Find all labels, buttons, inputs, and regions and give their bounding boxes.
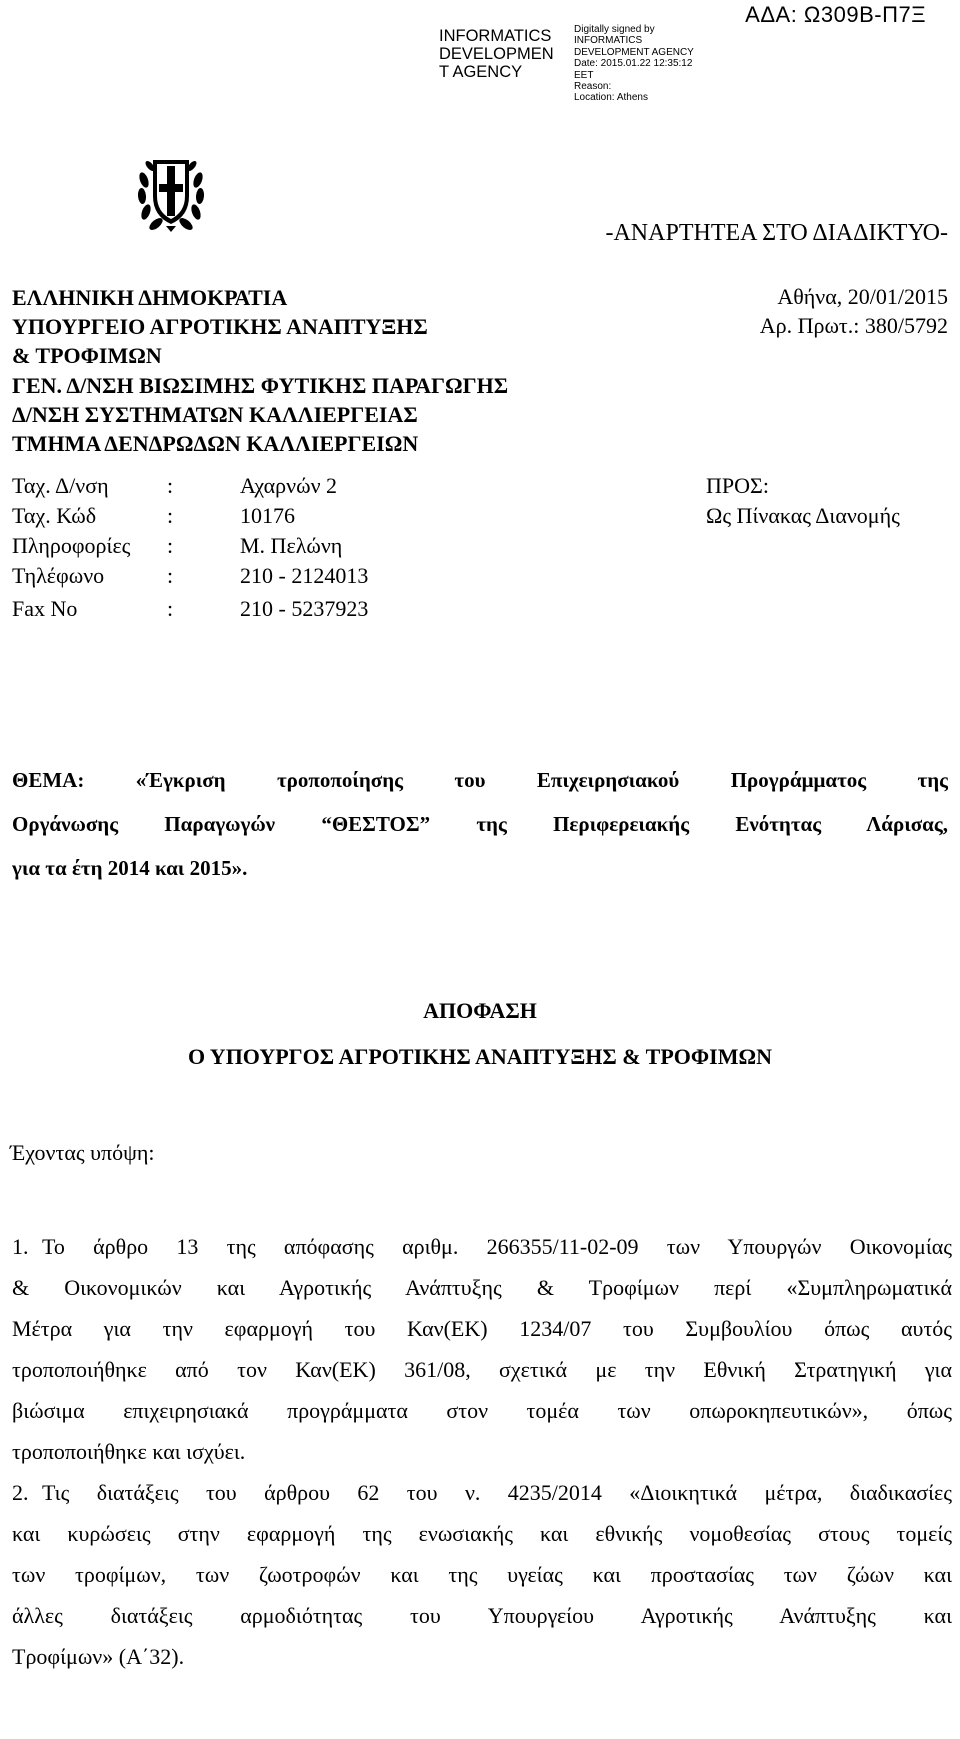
subject-line: ΘΕΜΑ: «Έγκριση τροποποίησης του Επιχειρησιακού Προγράμματος της — [12, 768, 948, 792]
contact-separator: : — [167, 563, 174, 588]
signature-organization — [439, 27, 569, 81]
header-line-directorate: Δ/ΝΣΗ ΣΥΣΤΗΜΑΤΩΝ ΚΑΛΛΙΕΡΓΕΙΑΣ — [12, 402, 418, 427]
signature-detail-line: DEVELOPMENT AGENCY — [574, 46, 694, 58]
signature-detail-line: EET — [574, 69, 594, 81]
signature-detail-line: Date: 2015.01.22 12:35:12 — [574, 58, 693, 70]
contact-value: 210 - 2124013 — [240, 563, 369, 588]
item-number: 2. — [12, 1480, 29, 1505]
contact-value: Αχαρνών 2 — [240, 473, 338, 498]
contact-label: Πληροφορίες — [12, 533, 131, 558]
signature-org-line: INFORMATICS — [439, 27, 552, 45]
consideration-text: Τις διατάξεις του άρθρου 62 του ν. 4235/2014 «Διοικητικά μέτρα, διαδικασίες — [42, 1480, 952, 1505]
contact-label: Ταχ. Κώδ — [12, 503, 97, 528]
header-line-republic: ΕΛΛΗΝΙΚΗ ΔΗΜΟΚΡΑΤΙΑ — [12, 285, 288, 310]
subject — [12, 758, 948, 890]
greek-coat-of-arms-icon — [136, 150, 206, 234]
decision-title: ΑΠΟΦΑΣΗ — [423, 998, 537, 1023]
header-line-ministry-cont: & ΤΡΟΦΙΜΩΝ — [12, 343, 162, 368]
protocol-number: Αρ. Πρωτ.: 380/5792 — [759, 313, 948, 338]
header-line-general-directorate: ΓΕΝ. Δ/ΝΣΗ ΒΙΩΣΙΜΗΣ ΦΥΤΙΚΗΣ ΠΑΡΑΓΩΓΗΣ — [12, 373, 509, 398]
item-number: 1. — [12, 1234, 29, 1259]
signature-detail-line: Reason: — [574, 81, 612, 93]
signature-detail-line: Location: Athens — [574, 92, 648, 104]
contact-label: Fax No — [12, 596, 78, 621]
signature-detail-line: Digitally signed by — [574, 24, 655, 35]
signature-details — [574, 24, 694, 104]
consideration-line: των τροφίμων, των ζωοτροφών και της υγείας και προστασίας των ζώων και — [12, 1562, 952, 1587]
consideration-text: Το άρθρο 13 της απόφασης αριθμ. 266355/11-02-09 των Υπουργών Οικονομίας — [42, 1234, 952, 1259]
minister-title: Ο ΥΠΟΥΡΓΟΣ ΑΓΡΟΤΙΚΗΣ ΑΝΑΠΤΥΞΗΣ & ΤΡΟΦΙΜΩΝ — [188, 1044, 772, 1069]
header-line-ministry: ΥΠΟΥΡΓΕΙΟ ΑΓΡΟΤΙΚΗΣ ΑΝΑΠΤΥΞΗΣ — [12, 314, 428, 339]
contact-value: 210 - 5237923 — [240, 596, 369, 621]
document-date: Αθήνα, 20/01/2015 — [777, 284, 948, 309]
signature-detail-line: INFORMATICS — [574, 35, 643, 47]
consideration-line: άλλες διατάξεις αρμοδιότητας του Υπουργείου Αγροτικής Ανάπτυξης και — [12, 1603, 952, 1628]
consideration-line: Τροφίμων» (Α΄32). — [12, 1644, 185, 1669]
signature-org-line: T AGENCY — [439, 63, 523, 81]
consideration-line: και κυρώσεις στην εφαρμογή της ενωσιακής και εθνικής νομοθεσίας στους τομείς — [12, 1521, 952, 1546]
subject-line: Οργάνωσης Παραγωγών “ΘΕΣΤΟΣ” της Περιφερειακής Ενότητας Λάρισας, — [12, 812, 948, 836]
consideration-line — [12, 1472, 952, 1513]
consideration-line: τροποποιήθηκε από τον Καν(ΕΚ) 361/08, σχετικά με την Εθνική Στρατηγική για — [12, 1357, 952, 1382]
ada-code: ΑΔΑ: Ω309Β-Π7Ξ — [745, 2, 926, 27]
contact-label: Ταχ. Δ/νση — [12, 473, 109, 498]
consideration-line: τροποποιήθηκε και ισχύει. — [12, 1439, 246, 1464]
consideration-line: & Οικονομικών και Αγροτικής Ανάπτυξης & Τροφίμων περί «Συμπληρωματικά — [12, 1275, 952, 1300]
contact-separator: : — [167, 503, 174, 528]
consideration-line: Μέτρα για την εφαρμογή του Καν(ΕΚ) 1234/07 του Συμβουλίου όπως αυτός — [12, 1316, 952, 1341]
consideration-line: βιώσιμα επιχειρησιακά προγράμματα στον τομέα των οπωροκηπευτικών», όπως — [12, 1398, 952, 1423]
contact-separator: : — [167, 596, 174, 621]
contact-value: 10176 — [240, 503, 295, 528]
consideration-item-1 — [12, 1226, 952, 1472]
recipient-value: Ως Πίνακας Διανομής — [706, 503, 900, 528]
signature-org-line: DEVELOPMEN — [439, 45, 554, 63]
contact-value: Μ. Πελώνη — [240, 533, 343, 558]
contact-label: Τηλέφωνο — [12, 563, 105, 588]
consideration-line — [12, 1226, 952, 1267]
subject-line: για τα έτη 2014 και 2015». — [12, 856, 248, 880]
considering-heading: Έχοντας υπόψη: — [10, 1140, 155, 1165]
header-line-department: ΤΜΗΜΑ ΔΕΝΔΡΩΔΩΝ ΚΑΛΛΙΕΡΓΕΙΩΝ — [12, 431, 419, 456]
consideration-item-2 — [12, 1472, 952, 1677]
recipient-label: ΠΡΟΣ: — [706, 473, 769, 498]
contact-separator: : — [167, 533, 174, 558]
publish-note: -ΑΝΑΡΤΗΤΕΑ ΣΤΟ ΔΙΑΔΙΚΤΥΟ- — [605, 220, 948, 246]
contact-separator: : — [167, 473, 174, 498]
